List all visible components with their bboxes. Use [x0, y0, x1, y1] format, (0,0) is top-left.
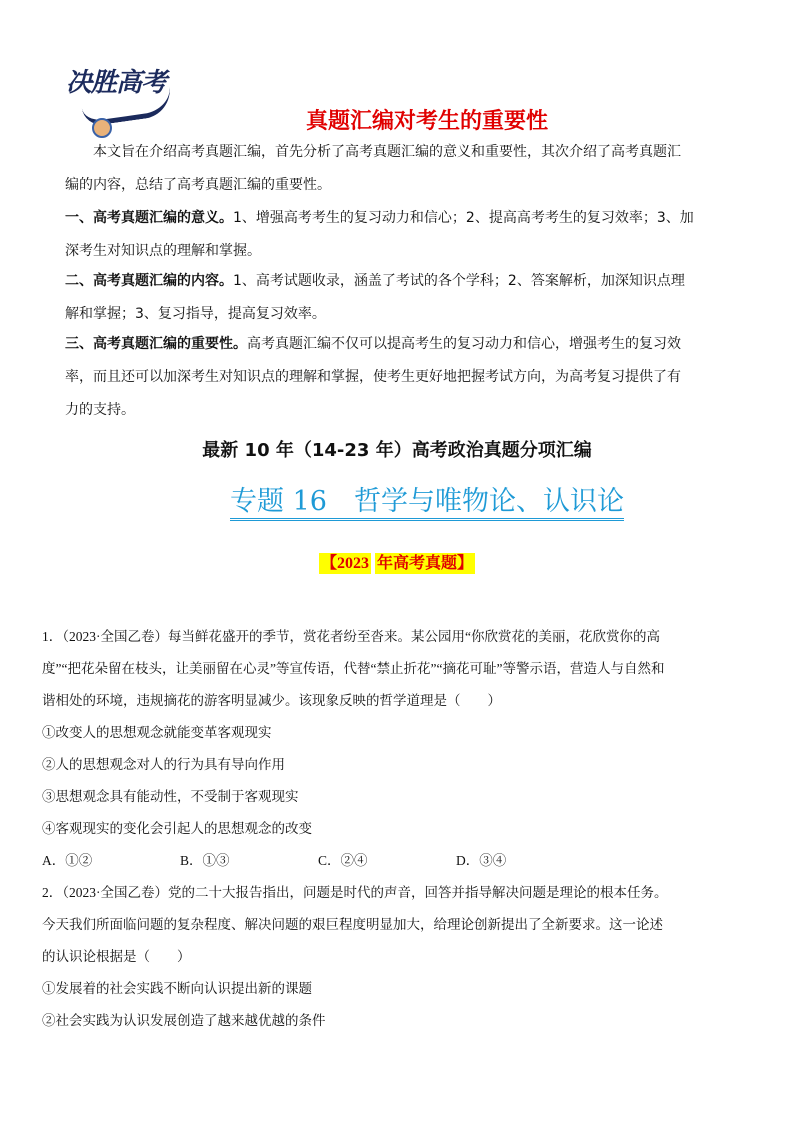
badge-label: 年高考真题】 — [377, 555, 474, 572]
question-text: 度”“把花朵留在枝头，让美丽留在心灵”等宣传语，代替“禁止折花”“摘花可耻”等警示语，营造人与自然和 — [42, 661, 665, 676]
section-text: 力的支持。 — [65, 402, 135, 418]
document-title: 真题汇编对考生的重要性 — [305, 109, 548, 134]
topic-title — [0, 479, 794, 518]
question-text: 1．（2023·全国乙卷）每当鲜花盛开的季节，赏花者纷至沓来。某公园用“你欣赏花的美丽，花欣赏你的高 — [42, 629, 660, 644]
question-item: ④客观现实的变化会引起人的思想观念的改变 — [42, 821, 312, 836]
section-text: 1、增强高考考生的复习动力和信心；2、提高高考考生的复习效率；3、加 — [233, 210, 694, 226]
question-item: ①发展着的社会实践不断向认识提出新的课题 — [42, 981, 312, 996]
collection-subtitle: 最新 10 年（14-23 年）高考政治真题分项汇编 — [202, 440, 592, 461]
intro-line: 本文旨在介绍高考真题汇编，首先分析了高考真题汇编的意义和重要性，其次介绍了高考真题汇 — [93, 144, 681, 160]
section-text: 1、高考试题收录，涵盖了考试的各个学科；2、答案解析，加深知识点理 — [233, 273, 685, 289]
question-text: 的认识论根据是（ ） — [42, 949, 191, 964]
section-text: 解和掌握；3、复习指导，提高复习效率。 — [65, 306, 326, 322]
question-1 — [42, 621, 752, 1037]
section-heading: 一、高考真题汇编的意义。 — [65, 210, 233, 226]
section-meaning — [65, 202, 730, 268]
option-d: D．③④ — [456, 853, 507, 868]
question-item: ②社会实践为认识发展创造了越来越优越的条件 — [42, 1013, 326, 1028]
intro-line: 编的内容，总结了高考真题汇编的重要性。 — [65, 177, 331, 193]
section-content — [65, 265, 730, 331]
section-heading: 三、高考真题汇编的重要性。 — [65, 336, 247, 352]
question-item: ①改变人的思想观念就能变革客观现实 — [42, 725, 272, 740]
topic-title-text: 专题 16 哲学与唯物论、认识论 — [230, 486, 624, 521]
question-text: 2．（2023·全国乙卷）党的二十大报告指出，问题是时代的声音，回答并指导解决问题是理论的根本任务。 — [42, 885, 668, 900]
option-b: B．①③ — [180, 853, 230, 868]
logo-text: 决胜高考 — [66, 68, 167, 98]
year-badge — [0, 550, 794, 573]
section-importance — [65, 328, 730, 427]
section-text: 高考真题汇编不仅可以提高考生的复习动力和信心，增强考生的复习效 — [247, 336, 681, 352]
badge-year: 【2023 — [320, 555, 369, 572]
section-text: 率，而且还可以加深考生对知识点的理解和掌握，使考生更好地把握考试方向，为高考复习提供了有 — [65, 369, 681, 385]
answer-options — [42, 845, 752, 877]
section-text: 深考生对知识点的理解和掌握。 — [65, 243, 261, 259]
section-heading: 二、高考真题汇编的内容。 — [65, 273, 233, 289]
question-text: 今天我们所面临问题的复杂程度、解决问题的艰巨程度明显加大，给理论创新提出了全新要求。这一论述 — [42, 917, 663, 932]
option-a: A．①② — [42, 853, 93, 868]
question-item: ②人的思想观念对人的行为具有导向作用 — [42, 757, 285, 772]
intro-paragraph — [65, 136, 730, 202]
question-text: 谐相处的环境，违规摘花的游客明显减少。该现象反映的哲学道理是（ ） — [42, 693, 501, 708]
option-c: C．②④ — [318, 853, 368, 868]
question-item: ③思想观念具有能动性，不受制于客观现实 — [42, 789, 299, 804]
